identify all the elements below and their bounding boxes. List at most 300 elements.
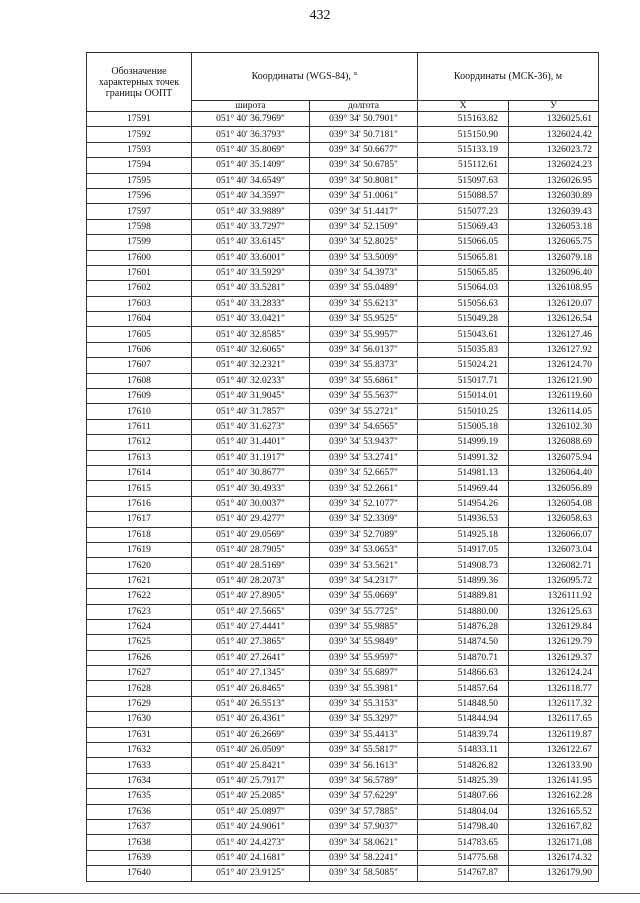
x-cell: 514936.53 <box>418 512 509 527</box>
table-row <box>87 743 599 758</box>
point-id-cell: 17623 <box>87 604 192 619</box>
x-cell: 515010.25 <box>418 404 509 419</box>
latitude-cell: 051° 40' 27.3865" <box>192 635 310 650</box>
longitude-cell: 039° 34' 50.7181" <box>310 127 418 142</box>
table-row <box>87 204 599 219</box>
x-cell: 514857.64 <box>418 681 509 696</box>
latitude-cell: 051° 40' 27.8905" <box>192 589 310 604</box>
latitude-cell: 051° 40' 25.7917" <box>192 773 310 788</box>
table-row <box>87 542 599 557</box>
longitude-cell: 039° 34' 58.2241" <box>310 850 418 865</box>
y-cell: 1326117.65 <box>509 712 599 727</box>
x-cell: 514969.44 <box>418 481 509 496</box>
latitude-cell: 051° 40' 33.6001" <box>192 250 310 265</box>
x-cell: 515064.03 <box>418 281 509 296</box>
point-id-cell: 17619 <box>87 542 192 557</box>
table-row <box>87 465 599 480</box>
longitude-cell: 039° 34' 58.0621" <box>310 835 418 850</box>
longitude-cell: 039° 34' 50.6677" <box>310 142 418 157</box>
latitude-cell: 051° 40' 33.5929" <box>192 265 310 280</box>
longitude-cell: 039° 34' 55.9525" <box>310 312 418 327</box>
latitude-cell: 051° 40' 26.0509" <box>192 743 310 758</box>
longitude-cell: 039° 34' 55.3981" <box>310 681 418 696</box>
y-cell: 1326075.94 <box>509 450 599 465</box>
x-cell: 515069.43 <box>418 219 509 234</box>
point-id-cell: 17613 <box>87 450 192 465</box>
x-cell: 514999.19 <box>418 435 509 450</box>
header-y: У <box>509 101 599 112</box>
point-id-cell: 17596 <box>87 188 192 203</box>
table-body <box>87 112 599 882</box>
y-cell: 1326126.54 <box>509 312 599 327</box>
latitude-cell: 051° 40' 30.4933" <box>192 481 310 496</box>
longitude-cell: 039° 34' 57.7885" <box>310 804 418 819</box>
longitude-cell: 039° 34' 55.9957" <box>310 327 418 342</box>
x-cell: 515049.28 <box>418 312 509 327</box>
y-cell: 1326102.30 <box>509 419 599 434</box>
y-cell: 1326096.40 <box>509 265 599 280</box>
latitude-cell: 051° 40' 36.7969" <box>192 112 310 127</box>
longitude-cell: 039° 34' 54.2317" <box>310 573 418 588</box>
table-row <box>87 219 599 234</box>
point-id-cell: 17598 <box>87 219 192 234</box>
table-row <box>87 112 599 127</box>
point-id-cell: 17628 <box>87 681 192 696</box>
point-id-cell: 17622 <box>87 589 192 604</box>
point-id-cell: 17605 <box>87 327 192 342</box>
point-id-cell: 17614 <box>87 465 192 480</box>
point-id-cell: 17635 <box>87 789 192 804</box>
y-cell: 1326125.63 <box>509 604 599 619</box>
point-id-cell: 17640 <box>87 866 192 881</box>
x-cell: 514807.66 <box>418 789 509 804</box>
table-row <box>87 173 599 188</box>
longitude-cell: 039° 34' 53.9437" <box>310 435 418 450</box>
table-row <box>87 373 599 388</box>
x-cell: 515017.71 <box>418 373 509 388</box>
point-id-cell: 17637 <box>87 819 192 834</box>
longitude-cell: 039° 34' 52.7089" <box>310 527 418 542</box>
longitude-cell: 039° 34' 54.3973" <box>310 265 418 280</box>
y-cell: 1326171.08 <box>509 835 599 850</box>
point-id-cell: 17599 <box>87 235 192 250</box>
longitude-cell: 039° 34' 55.9597" <box>310 650 418 665</box>
longitude-cell: 039° 34' 55.5637" <box>310 389 418 404</box>
x-cell: 515150.90 <box>418 127 509 142</box>
x-cell: 514804.04 <box>418 804 509 819</box>
longitude-cell: 039° 34' 55.2721" <box>310 404 418 419</box>
y-cell: 1326124.24 <box>509 666 599 681</box>
latitude-cell: 051° 40' 27.1345" <box>192 666 310 681</box>
point-id-cell: 17627 <box>87 666 192 681</box>
y-cell: 1326030.89 <box>509 188 599 203</box>
page-number: 432 <box>309 8 331 23</box>
longitude-cell: 039° 34' 51.0061" <box>310 188 418 203</box>
latitude-cell: 051° 40' 30.0037" <box>192 496 310 511</box>
longitude-cell: 039° 34' 55.5817" <box>310 743 418 758</box>
point-id-cell: 17624 <box>87 619 192 634</box>
x-cell: 514876.28 <box>418 619 509 634</box>
longitude-cell: 039° 34' 53.2741" <box>310 450 418 465</box>
longitude-cell: 039° 34' 52.1509" <box>310 219 418 234</box>
table-row <box>87 419 599 434</box>
longitude-cell: 039° 34' 50.7901" <box>310 112 418 127</box>
latitude-cell: 051° 40' 29.0569" <box>192 527 310 542</box>
table-row <box>87 727 599 742</box>
table-row <box>87 589 599 604</box>
point-id-cell: 17597 <box>87 204 192 219</box>
longitude-cell: 039° 34' 52.3309" <box>310 512 418 527</box>
point-id-cell: 17591 <box>87 112 192 127</box>
latitude-cell: 051° 40' 35.1409" <box>192 158 310 173</box>
table-row <box>87 773 599 788</box>
point-id-cell: 17620 <box>87 558 192 573</box>
y-cell: 1326108.95 <box>509 281 599 296</box>
longitude-cell: 039° 34' 55.9885" <box>310 619 418 634</box>
x-cell: 514826.82 <box>418 758 509 773</box>
latitude-cell: 051° 40' 31.7857" <box>192 404 310 419</box>
table-row <box>87 235 599 250</box>
table-row <box>87 127 599 142</box>
y-cell: 1326073.04 <box>509 542 599 557</box>
header-msk36: Координаты (МСК-36), м <box>418 53 599 101</box>
x-cell: 515043.61 <box>418 327 509 342</box>
latitude-cell: 051° 40' 26.5513" <box>192 696 310 711</box>
y-cell: 1326124.70 <box>509 358 599 373</box>
longitude-cell: 039° 34' 50.6785" <box>310 158 418 173</box>
y-cell: 1326053.18 <box>509 219 599 234</box>
x-cell: 515133.19 <box>418 142 509 157</box>
y-cell: 1326165.52 <box>509 804 599 819</box>
table-row <box>87 358 599 373</box>
longitude-cell: 039° 34' 53.5009" <box>310 250 418 265</box>
table-row <box>87 758 599 773</box>
x-cell: 514954.26 <box>418 496 509 511</box>
table-row <box>87 296 599 311</box>
y-cell: 1326129.79 <box>509 635 599 650</box>
table-row <box>87 819 599 834</box>
coordinates-table <box>86 52 599 882</box>
point-id-cell: 17639 <box>87 850 192 865</box>
point-id-cell: 17638 <box>87 835 192 850</box>
x-cell: 515112.61 <box>418 158 509 173</box>
y-cell: 1326141.95 <box>509 773 599 788</box>
x-cell: 514889.81 <box>418 589 509 604</box>
latitude-cell: 051° 40' 28.7905" <box>192 542 310 557</box>
y-cell: 1326025.61 <box>509 112 599 127</box>
table-row <box>87 866 599 881</box>
table-row <box>87 327 599 342</box>
table-row <box>87 450 599 465</box>
x-cell: 514899.36 <box>418 573 509 588</box>
table-row <box>87 481 599 496</box>
longitude-cell: 039° 34' 55.3297" <box>310 712 418 727</box>
latitude-cell: 051° 40' 28.5169" <box>192 558 310 573</box>
x-cell: 515024.21 <box>418 358 509 373</box>
longitude-cell: 039° 34' 55.6213" <box>310 296 418 311</box>
y-cell: 1326024.23 <box>509 158 599 173</box>
latitude-cell: 051° 40' 23.9125" <box>192 866 310 881</box>
y-cell: 1326120.07 <box>509 296 599 311</box>
x-cell: 514880.00 <box>418 604 509 619</box>
x-cell: 514783.65 <box>418 835 509 850</box>
y-cell: 1326064.40 <box>509 465 599 480</box>
latitude-cell: 051° 40' 36.3793" <box>192 127 310 142</box>
x-cell: 515088.57 <box>418 188 509 203</box>
header-wgs84: Координаты (WGS-84), ° <box>192 53 418 101</box>
latitude-cell: 051° 40' 24.1681" <box>192 850 310 865</box>
x-cell: 514833.11 <box>418 743 509 758</box>
x-cell: 514775.68 <box>418 850 509 865</box>
latitude-cell: 051° 40' 24.9061" <box>192 819 310 834</box>
latitude-cell: 051° 40' 33.0421" <box>192 312 310 327</box>
latitude-cell: 051° 40' 28.2073" <box>192 573 310 588</box>
x-cell: 515056.63 <box>418 296 509 311</box>
point-id-cell: 17617 <box>87 512 192 527</box>
x-cell: 515066.05 <box>418 235 509 250</box>
y-cell: 1326111.92 <box>509 589 599 604</box>
longitude-cell: 039° 34' 54.6565" <box>310 419 418 434</box>
y-cell: 1326039.43 <box>509 204 599 219</box>
y-cell: 1326127.46 <box>509 327 599 342</box>
latitude-cell: 051° 40' 34.6549" <box>192 173 310 188</box>
x-cell: 514870.71 <box>418 650 509 665</box>
longitude-cell: 039° 34' 52.6657" <box>310 465 418 480</box>
y-cell: 1326121.90 <box>509 373 599 388</box>
footer-rule <box>0 893 640 894</box>
table-row <box>87 265 599 280</box>
table-row <box>87 573 599 588</box>
point-id-cell: 17602 <box>87 281 192 296</box>
point-id-cell: 17633 <box>87 758 192 773</box>
y-cell: 1326024.42 <box>509 127 599 142</box>
latitude-cell: 051° 40' 33.6145" <box>192 235 310 250</box>
table-row <box>87 712 599 727</box>
latitude-cell: 051° 40' 34.3597" <box>192 188 310 203</box>
y-cell: 1326167.82 <box>509 819 599 834</box>
y-cell: 1326129.84 <box>509 619 599 634</box>
x-cell: 515005.18 <box>418 419 509 434</box>
table-row <box>87 281 599 296</box>
y-cell: 1326174.32 <box>509 850 599 865</box>
table-row <box>87 312 599 327</box>
table-row <box>87 142 599 157</box>
y-cell: 1326054.08 <box>509 496 599 511</box>
longitude-cell: 039° 34' 51.4417" <box>310 204 418 219</box>
longitude-cell: 039° 34' 55.7725" <box>310 604 418 619</box>
point-id-cell: 17615 <box>87 481 192 496</box>
table-row <box>87 496 599 511</box>
latitude-cell: 051° 40' 32.6065" <box>192 342 310 357</box>
latitude-cell: 051° 40' 32.8585" <box>192 327 310 342</box>
table-row <box>87 512 599 527</box>
x-cell: 514844.94 <box>418 712 509 727</box>
latitude-cell: 051° 40' 31.6273" <box>192 419 310 434</box>
x-cell: 515065.85 <box>418 265 509 280</box>
latitude-cell: 051° 40' 29.4277" <box>192 512 310 527</box>
point-id-cell: 17603 <box>87 296 192 311</box>
latitude-cell: 051° 40' 31.9045" <box>192 389 310 404</box>
point-id-cell: 17595 <box>87 173 192 188</box>
x-cell: 515065.81 <box>418 250 509 265</box>
longitude-cell: 039° 34' 57.6229" <box>310 789 418 804</box>
latitude-cell: 051° 40' 31.1917" <box>192 450 310 465</box>
latitude-cell: 051° 40' 27.4441" <box>192 619 310 634</box>
x-cell: 514981.13 <box>418 465 509 480</box>
latitude-cell: 051° 40' 33.5281" <box>192 281 310 296</box>
table-row <box>87 188 599 203</box>
longitude-cell: 039° 34' 58.5085" <box>310 866 418 881</box>
x-cell: 514991.32 <box>418 450 509 465</box>
table-row <box>87 850 599 865</box>
longitude-cell: 039° 34' 55.4413" <box>310 727 418 742</box>
longitude-cell: 039° 34' 56.0137" <box>310 342 418 357</box>
x-cell: 514874.50 <box>418 635 509 650</box>
longitude-cell: 039° 34' 55.0669" <box>310 589 418 604</box>
table-row <box>87 527 599 542</box>
y-cell: 1326065.75 <box>509 235 599 250</box>
longitude-cell: 039° 34' 55.0489" <box>310 281 418 296</box>
x-cell: 514908.73 <box>418 558 509 573</box>
x-cell: 515035.83 <box>418 342 509 357</box>
y-cell: 1326133.90 <box>509 758 599 773</box>
point-id-cell: 17604 <box>87 312 192 327</box>
x-cell: 514839.74 <box>418 727 509 742</box>
x-cell: 515163.82 <box>418 112 509 127</box>
y-cell: 1326026.95 <box>509 173 599 188</box>
latitude-cell: 051° 40' 24.4273" <box>192 835 310 850</box>
latitude-cell: 051° 40' 32.2321" <box>192 358 310 373</box>
table-row <box>87 619 599 634</box>
table-row <box>87 681 599 696</box>
y-cell: 1326117.32 <box>509 696 599 711</box>
longitude-cell: 039° 34' 55.3153" <box>310 696 418 711</box>
latitude-cell: 051° 40' 26.2669" <box>192 727 310 742</box>
table-row <box>87 789 599 804</box>
longitude-cell: 039° 34' 52.8025" <box>310 235 418 250</box>
table-row <box>87 650 599 665</box>
point-id-cell: 17632 <box>87 743 192 758</box>
table-row <box>87 666 599 681</box>
point-id-cell: 17601 <box>87 265 192 280</box>
latitude-cell: 051° 40' 33.7297" <box>192 219 310 234</box>
point-id-cell: 17594 <box>87 158 192 173</box>
point-id-cell: 17592 <box>87 127 192 142</box>
y-cell: 1326095.72 <box>509 573 599 588</box>
x-cell: 514848.50 <box>418 696 509 711</box>
point-id-cell: 17629 <box>87 696 192 711</box>
longitude-cell: 039° 34' 55.6897" <box>310 666 418 681</box>
point-id-cell: 17606 <box>87 342 192 357</box>
point-id-cell: 17593 <box>87 142 192 157</box>
longitude-cell: 039° 34' 53.0653" <box>310 542 418 557</box>
x-cell: 514866.63 <box>418 666 509 681</box>
x-cell: 514825.39 <box>418 773 509 788</box>
longitude-cell: 039° 34' 55.8373" <box>310 358 418 373</box>
point-id-cell: 17621 <box>87 573 192 588</box>
header-x: X <box>418 101 509 112</box>
longitude-cell: 039° 34' 52.1077" <box>310 496 418 511</box>
y-cell: 1326114.05 <box>509 404 599 419</box>
longitude-cell: 039° 34' 50.8081" <box>310 173 418 188</box>
table-row <box>87 558 599 573</box>
point-id-cell: 17612 <box>87 435 192 450</box>
x-cell: 514798.40 <box>418 819 509 834</box>
y-cell: 1326127.92 <box>509 342 599 357</box>
x-cell: 515014.01 <box>418 389 509 404</box>
longitude-cell: 039° 34' 56.1613" <box>310 758 418 773</box>
table-row <box>87 158 599 173</box>
longitude-cell: 039° 34' 55.6861" <box>310 373 418 388</box>
y-cell: 1326122.67 <box>509 743 599 758</box>
x-cell: 515077.23 <box>418 204 509 219</box>
point-id-cell: 17626 <box>87 650 192 665</box>
table-row <box>87 404 599 419</box>
table-row <box>87 604 599 619</box>
table-row <box>87 835 599 850</box>
latitude-cell: 051° 40' 30.8677" <box>192 465 310 480</box>
table-row <box>87 389 599 404</box>
point-id-cell: 17618 <box>87 527 192 542</box>
y-cell: 1326129.37 <box>509 650 599 665</box>
point-id-cell: 17610 <box>87 404 192 419</box>
header-longitude: долгота <box>310 101 418 112</box>
longitude-cell: 039° 34' 56.5789" <box>310 773 418 788</box>
point-id-cell: 17616 <box>87 496 192 511</box>
y-cell: 1326079.18 <box>509 250 599 265</box>
point-id-cell: 17609 <box>87 389 192 404</box>
table-row <box>87 250 599 265</box>
header-point-designation: Обозначение характерных точек границы ООПТ <box>87 53 192 112</box>
latitude-cell: 051° 40' 25.2085" <box>192 789 310 804</box>
point-id-cell: 17600 <box>87 250 192 265</box>
table-row <box>87 696 599 711</box>
table-row <box>87 804 599 819</box>
latitude-cell: 051° 40' 35.8069" <box>192 142 310 157</box>
table-row <box>87 342 599 357</box>
y-cell: 1326082.71 <box>509 558 599 573</box>
y-cell: 1326119.87 <box>509 727 599 742</box>
point-id-cell: 17634 <box>87 773 192 788</box>
latitude-cell: 051° 40' 26.4361" <box>192 712 310 727</box>
latitude-cell: 051° 40' 27.5665" <box>192 604 310 619</box>
latitude-cell: 051° 40' 33.9889" <box>192 204 310 219</box>
y-cell: 1326179.90 <box>509 866 599 881</box>
longitude-cell: 039° 34' 55.9849" <box>310 635 418 650</box>
x-cell: 515097.63 <box>418 173 509 188</box>
y-cell: 1326023.72 <box>509 142 599 157</box>
point-id-cell: 17607 <box>87 358 192 373</box>
latitude-cell: 051° 40' 33.2833" <box>192 296 310 311</box>
point-id-cell: 17636 <box>87 804 192 819</box>
table-row <box>87 435 599 450</box>
header-latitude: широта <box>192 101 310 112</box>
latitude-cell: 051° 40' 26.8465" <box>192 681 310 696</box>
y-cell: 1326088.69 <box>509 435 599 450</box>
latitude-cell: 051° 40' 31.4401" <box>192 435 310 450</box>
y-cell: 1326118.77 <box>509 681 599 696</box>
point-id-cell: 17631 <box>87 727 192 742</box>
y-cell: 1326162.28 <box>509 789 599 804</box>
latitude-cell: 051° 40' 32.0233" <box>192 373 310 388</box>
point-id-cell: 17625 <box>87 635 192 650</box>
y-cell: 1326058.63 <box>509 512 599 527</box>
x-cell: 514767.87 <box>418 866 509 881</box>
longitude-cell: 039° 34' 52.2661" <box>310 481 418 496</box>
point-id-cell: 17608 <box>87 373 192 388</box>
point-id-cell: 17630 <box>87 712 192 727</box>
latitude-cell: 051° 40' 25.0897" <box>192 804 310 819</box>
